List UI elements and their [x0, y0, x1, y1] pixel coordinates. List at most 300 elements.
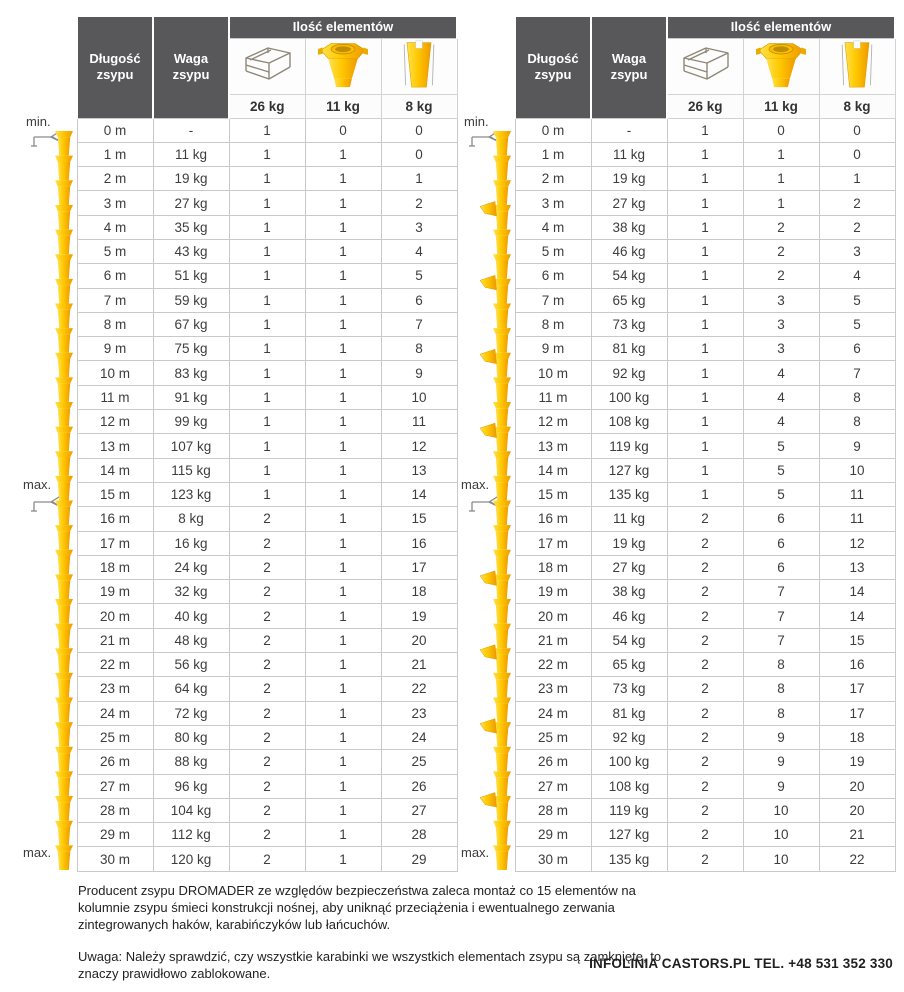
table-cell: -	[153, 118, 229, 142]
table-cell: 2	[229, 823, 305, 847]
table-cell: 19 kg	[153, 167, 229, 191]
table-cell: 1	[743, 167, 819, 191]
table-cell: 1	[305, 677, 381, 701]
table-cell: 6	[743, 555, 819, 579]
table-cell: 108 kg	[591, 410, 667, 434]
table-cell: 16 m	[77, 507, 153, 531]
table-row	[77, 774, 457, 798]
table-cell: 17 m	[77, 531, 153, 555]
col-header-length: Długość zsypu	[77, 16, 153, 118]
table-cell: 21	[819, 823, 895, 847]
table-cell: 38 kg	[591, 215, 667, 239]
table-cell: 14	[819, 604, 895, 628]
table-cell: 1	[667, 264, 743, 288]
element-weight-label: 8 kg	[381, 94, 457, 118]
table-cell: 2	[229, 847, 305, 871]
table-cell: 7	[743, 604, 819, 628]
table-cell: 0	[305, 118, 381, 142]
manufacturer-note: Producent zsypu DROMADER ze względów bezpieczeństwa zaleca montaż co 15 elementów na kolumnie zsypu śmieci konstrukcji nośnej, aby uniknąć przeciążenia i ewentualnego zerwania zintegrowanych haków, karabińczyków lub łańcuchów.	[78, 883, 636, 932]
table-cell: 35 kg	[153, 215, 229, 239]
table-cell: 30 m	[77, 847, 153, 871]
table-cell: 29	[381, 847, 457, 871]
table-cell: 2	[229, 750, 305, 774]
table-cell: 81 kg	[591, 701, 667, 725]
table-cell: 1	[305, 410, 381, 434]
table-cell: 10 m	[77, 361, 153, 385]
table-cell: 6	[743, 531, 819, 555]
table-cell: 1	[667, 337, 743, 361]
spec-table	[76, 15, 458, 872]
col-header-elements: Ilość elementów	[229, 16, 457, 38]
table-cell: 1	[305, 531, 381, 555]
table-cell: 46 kg	[591, 239, 667, 263]
element-weight-label: 26 kg	[667, 94, 743, 118]
table-row	[515, 653, 895, 677]
table-cell: 29 m	[515, 823, 591, 847]
table-cell: 59 kg	[153, 288, 229, 312]
table-cell: 8	[819, 410, 895, 434]
table-row	[77, 215, 457, 239]
table-row	[515, 239, 895, 263]
table-row	[515, 142, 895, 166]
table-row	[77, 434, 457, 458]
chute-illustration-with-hoppers	[456, 131, 512, 871]
table-cell: 2	[229, 531, 305, 555]
table-cell: 135 kg	[591, 482, 667, 506]
table-cell: 1	[667, 385, 743, 409]
table-cell: 1	[229, 410, 305, 434]
table-cell: 27 kg	[591, 191, 667, 215]
table-cell: 100 kg	[591, 750, 667, 774]
table-cell: 83 kg	[153, 361, 229, 385]
table-row	[77, 628, 457, 652]
table-cell: 43 kg	[153, 239, 229, 263]
col-header-weight: Waga zsypu	[153, 16, 229, 118]
table-row	[77, 798, 457, 822]
table-cell: 2 m	[77, 167, 153, 191]
table-cell: 29 m	[77, 823, 153, 847]
table-row	[77, 750, 457, 774]
table-row	[77, 361, 457, 385]
table-cell: 7	[743, 628, 819, 652]
table-cell: 16	[819, 653, 895, 677]
table-cell: 10	[819, 458, 895, 482]
table-cell: 1	[229, 385, 305, 409]
table-row	[515, 725, 895, 749]
table-cell: 2	[667, 531, 743, 555]
table-cell: 18 m	[515, 555, 591, 579]
table-cell: 2	[667, 653, 743, 677]
table-cell: 65 kg	[591, 288, 667, 312]
table-cell: 3 m	[515, 191, 591, 215]
table-cell: 27 kg	[591, 555, 667, 579]
table-cell: 13 m	[77, 434, 153, 458]
warning-note: Uwaga: Należy sprawdzić, czy wszystkie karabinki we wszystkich elementach zsypu są zamknięte, to znaczy prawidłowo zablokowane.	[78, 948, 662, 981]
table-cell: 1	[229, 264, 305, 288]
table-cell: 22	[381, 677, 457, 701]
table-cell: 1	[229, 337, 305, 361]
spec-table	[514, 15, 896, 872]
table-cell: 1	[305, 701, 381, 725]
table-cell: 0	[381, 142, 457, 166]
table-cell: 115 kg	[153, 458, 229, 482]
table-cell: 11 kg	[591, 142, 667, 166]
table-cell: 120 kg	[153, 847, 229, 871]
table-cell: 1	[229, 434, 305, 458]
table-cell: 18	[381, 580, 457, 604]
infoline: INFOLINIA CASTORS.PL TEL. +48 531 352 330	[589, 956, 893, 971]
table-cell: 1	[305, 555, 381, 579]
table-row	[77, 312, 457, 336]
table-cell: 5	[819, 288, 895, 312]
table-cell: 2	[667, 604, 743, 628]
table-cell: 4	[819, 264, 895, 288]
table-cell: 1	[305, 142, 381, 166]
table-cell: 1	[667, 288, 743, 312]
table-cell: 12 m	[77, 410, 153, 434]
table-cell: 11 m	[515, 385, 591, 409]
table-cell: 1	[229, 288, 305, 312]
table-cell: 3 m	[77, 191, 153, 215]
table-cell: 1	[305, 337, 381, 361]
table-cell: 4 m	[515, 215, 591, 239]
table-cell: 9 m	[77, 337, 153, 361]
mounting-frame-icon	[667, 38, 743, 94]
table-cell: 19	[819, 750, 895, 774]
table-row	[515, 118, 895, 142]
table-cell: 1	[229, 458, 305, 482]
table-cell: 112 kg	[153, 823, 229, 847]
table-cell: 20	[381, 628, 457, 652]
table-cell: 1	[305, 215, 381, 239]
table-cell: 2	[667, 823, 743, 847]
table-row	[77, 653, 457, 677]
table-cell: 54 kg	[591, 264, 667, 288]
table-cell: 0	[819, 118, 895, 142]
table-cell: 1	[305, 725, 381, 749]
table-cell: 4	[743, 361, 819, 385]
table-cell: 2	[229, 701, 305, 725]
table-cell: 73 kg	[591, 312, 667, 336]
table-cell: 15	[819, 628, 895, 652]
table-row	[77, 482, 457, 506]
table-row	[515, 215, 895, 239]
table-cell: 28 m	[77, 798, 153, 822]
table-cell: 4	[381, 239, 457, 263]
table-cell: 1	[305, 823, 381, 847]
table-cell: 1	[305, 288, 381, 312]
table-row	[515, 580, 895, 604]
table-cell: 2	[667, 750, 743, 774]
table-cell: 22 m	[77, 653, 153, 677]
table-cell: 1	[819, 167, 895, 191]
table-row	[515, 701, 895, 725]
table-cell: 2	[229, 580, 305, 604]
table-cell: 1	[305, 774, 381, 798]
table-cell: 24 kg	[153, 555, 229, 579]
table-cell: 28	[381, 823, 457, 847]
table-cell: 119 kg	[591, 434, 667, 458]
table-cell: 0 m	[77, 118, 153, 142]
table-cell: 25 m	[77, 725, 153, 749]
table-cell: 3	[381, 215, 457, 239]
table-cell: 11	[819, 482, 895, 506]
table-cell: 1	[229, 239, 305, 263]
table-cell: 135 kg	[591, 847, 667, 871]
element-weight-label: 26 kg	[229, 94, 305, 118]
table-cell: 2	[667, 847, 743, 871]
table-cell: 2	[743, 239, 819, 263]
table-row	[515, 507, 895, 531]
table-cell: 51 kg	[153, 264, 229, 288]
element-weight-label: 11 kg	[305, 94, 381, 118]
table-cell: 107 kg	[153, 434, 229, 458]
table-cell: 25	[381, 750, 457, 774]
table-cell: 127 kg	[591, 823, 667, 847]
table-cell: 10	[381, 385, 457, 409]
table-cell: 40 kg	[153, 604, 229, 628]
table-cell: 1 m	[77, 142, 153, 166]
table-cell: 5	[743, 434, 819, 458]
table-cell: 2	[229, 677, 305, 701]
table-cell: 24	[381, 725, 457, 749]
table-cell: 1	[305, 847, 381, 871]
table-cell: 108 kg	[591, 774, 667, 798]
table-group-hopper-chute	[456, 15, 894, 873]
table-cell: 2	[229, 628, 305, 652]
table-cell: 1	[305, 750, 381, 774]
table-row	[77, 823, 457, 847]
table-cell: 64 kg	[153, 677, 229, 701]
tables-row	[18, 15, 894, 873]
table-cell: 7	[819, 361, 895, 385]
table-cell: 1	[305, 239, 381, 263]
table-cell: 1	[667, 482, 743, 506]
table-cell: 72 kg	[153, 701, 229, 725]
table-cell: 10	[743, 798, 819, 822]
table-cell: 1	[305, 482, 381, 506]
table-group-standard-chute	[18, 15, 456, 873]
table-row	[77, 142, 457, 166]
table-cell: 1	[667, 361, 743, 385]
table-cell: 1	[229, 191, 305, 215]
table-cell: 1	[229, 215, 305, 239]
table-cell: 12	[381, 434, 457, 458]
table-cell: 19	[381, 604, 457, 628]
table-cell: 2	[381, 191, 457, 215]
table-cell: 15 m	[515, 482, 591, 506]
table-cell: 1	[743, 191, 819, 215]
table-cell: 1	[305, 191, 381, 215]
table-body	[77, 118, 457, 871]
table-cell: 1	[667, 239, 743, 263]
table-cell: 1	[229, 142, 305, 166]
table-cell: 2	[667, 555, 743, 579]
table-cell: 1	[667, 410, 743, 434]
table-cell: 6	[819, 337, 895, 361]
table-cell: 2	[667, 798, 743, 822]
table-cell: 21	[381, 653, 457, 677]
table-cell: 7 m	[77, 288, 153, 312]
table-cell: 14	[819, 580, 895, 604]
max-label: max.	[461, 477, 490, 492]
table-cell: 1	[305, 264, 381, 288]
table-row	[77, 458, 457, 482]
table-cell: 2	[229, 653, 305, 677]
max-label: max.	[23, 477, 52, 492]
table-cell: 27 m	[515, 774, 591, 798]
table-cell: 7	[381, 312, 457, 336]
table-cell: 3	[743, 312, 819, 336]
table-cell: 26 m	[77, 750, 153, 774]
table-cell: 23 m	[77, 677, 153, 701]
table-cell: 2	[229, 798, 305, 822]
table-cell: 92 kg	[591, 361, 667, 385]
table-cell: 20 m	[77, 604, 153, 628]
table-row	[77, 531, 457, 555]
table-row	[515, 191, 895, 215]
table-row	[77, 580, 457, 604]
table-row	[515, 482, 895, 506]
table-cell: 1	[305, 628, 381, 652]
table-cell: 16	[381, 531, 457, 555]
table-cell: 17	[819, 677, 895, 701]
table-cell: 75 kg	[153, 337, 229, 361]
table-row	[77, 725, 457, 749]
table-cell: 1	[667, 215, 743, 239]
table-cell: 2	[819, 215, 895, 239]
table-cell: 123 kg	[153, 482, 229, 506]
table-cell: 1	[305, 434, 381, 458]
table-cell: 2	[667, 725, 743, 749]
table-cell: 19 m	[77, 580, 153, 604]
table-cell: 1	[229, 312, 305, 336]
table-cell: 8 m	[515, 312, 591, 336]
table-cell: 2	[667, 580, 743, 604]
table-cell: 27 m	[77, 774, 153, 798]
table-cell: 22 m	[515, 653, 591, 677]
table-cell: 54 kg	[591, 628, 667, 652]
table-cell: 1	[667, 167, 743, 191]
table-row	[515, 458, 895, 482]
table-cell: 73 kg	[591, 677, 667, 701]
table-cell: 15 m	[77, 482, 153, 506]
table-cell: 67 kg	[153, 312, 229, 336]
table-cell: 2	[667, 628, 743, 652]
table-cell: 5	[819, 312, 895, 336]
table-row	[515, 531, 895, 555]
table-row	[77, 604, 457, 628]
table-cell: 1	[305, 653, 381, 677]
table-cell: 1	[667, 312, 743, 336]
table-cell: 12	[819, 531, 895, 555]
max-label: max.	[461, 845, 490, 860]
table-cell: 100 kg	[591, 385, 667, 409]
table-cell: 92 kg	[591, 725, 667, 749]
table-cell: 1	[305, 798, 381, 822]
table-row	[77, 701, 457, 725]
table-cell: 1	[229, 167, 305, 191]
table-cell: 2	[743, 215, 819, 239]
table-cell: 19 m	[515, 580, 591, 604]
table-cell: 19 kg	[591, 167, 667, 191]
table-cell: 8 kg	[153, 507, 229, 531]
table-row	[77, 507, 457, 531]
table-cell: 119 kg	[591, 798, 667, 822]
table-row	[515, 798, 895, 822]
table-cell: 8	[743, 677, 819, 701]
table-cell: 27 kg	[153, 191, 229, 215]
table-cell: 2	[229, 774, 305, 798]
table-cell: 104 kg	[153, 798, 229, 822]
table-cell: 0	[743, 118, 819, 142]
table-cell: 2	[667, 701, 743, 725]
table-cell: 5	[743, 482, 819, 506]
table-cell: 6	[381, 288, 457, 312]
table-cell: 91 kg	[153, 385, 229, 409]
table-cell: 1	[667, 118, 743, 142]
min-label: min.	[464, 114, 489, 129]
table-row	[77, 288, 457, 312]
table-row	[515, 385, 895, 409]
table-cell: 1	[305, 604, 381, 628]
table-cell: 48 kg	[153, 628, 229, 652]
table-cell: 8	[743, 701, 819, 725]
table-cell: 28 m	[515, 798, 591, 822]
table-cell: 2	[229, 725, 305, 749]
table-cell: 21 m	[77, 628, 153, 652]
table-cell: 1	[667, 434, 743, 458]
table-cell: 1	[229, 361, 305, 385]
table-cell: 18 m	[77, 555, 153, 579]
table-cell: 11 m	[77, 385, 153, 409]
table-cell: 1	[305, 167, 381, 191]
table-row	[77, 239, 457, 263]
table-row	[77, 337, 457, 361]
max-label: max.	[23, 845, 52, 860]
table-cell: 2	[229, 555, 305, 579]
table-cell: 6	[743, 507, 819, 531]
table-cell: 4	[743, 385, 819, 409]
table-row	[515, 628, 895, 652]
table-cell: 20 m	[515, 604, 591, 628]
table-cell: 88 kg	[153, 750, 229, 774]
col-header-weight: Waga zsypu	[591, 16, 667, 118]
table-cell: 2	[667, 507, 743, 531]
table-cell: 38 kg	[591, 580, 667, 604]
table-row	[515, 677, 895, 701]
table-row	[515, 167, 895, 191]
table-row	[515, 604, 895, 628]
table-row	[77, 191, 457, 215]
table-cell: 11	[819, 507, 895, 531]
table-row	[515, 337, 895, 361]
table-cell: 26	[381, 774, 457, 798]
table-cell: 17 m	[515, 531, 591, 555]
table-row	[77, 677, 457, 701]
table-cell: 24 m	[77, 701, 153, 725]
table-cell: 0	[381, 118, 457, 142]
table-cell: 27	[381, 798, 457, 822]
element-weight-label: 8 kg	[819, 94, 895, 118]
table-cell: 1	[667, 191, 743, 215]
table-cell: 65 kg	[591, 653, 667, 677]
table-cell: 4 m	[77, 215, 153, 239]
table-row	[515, 750, 895, 774]
table-cell: 9	[743, 774, 819, 798]
table-cell: 1	[305, 458, 381, 482]
table-cell: 22	[819, 847, 895, 871]
